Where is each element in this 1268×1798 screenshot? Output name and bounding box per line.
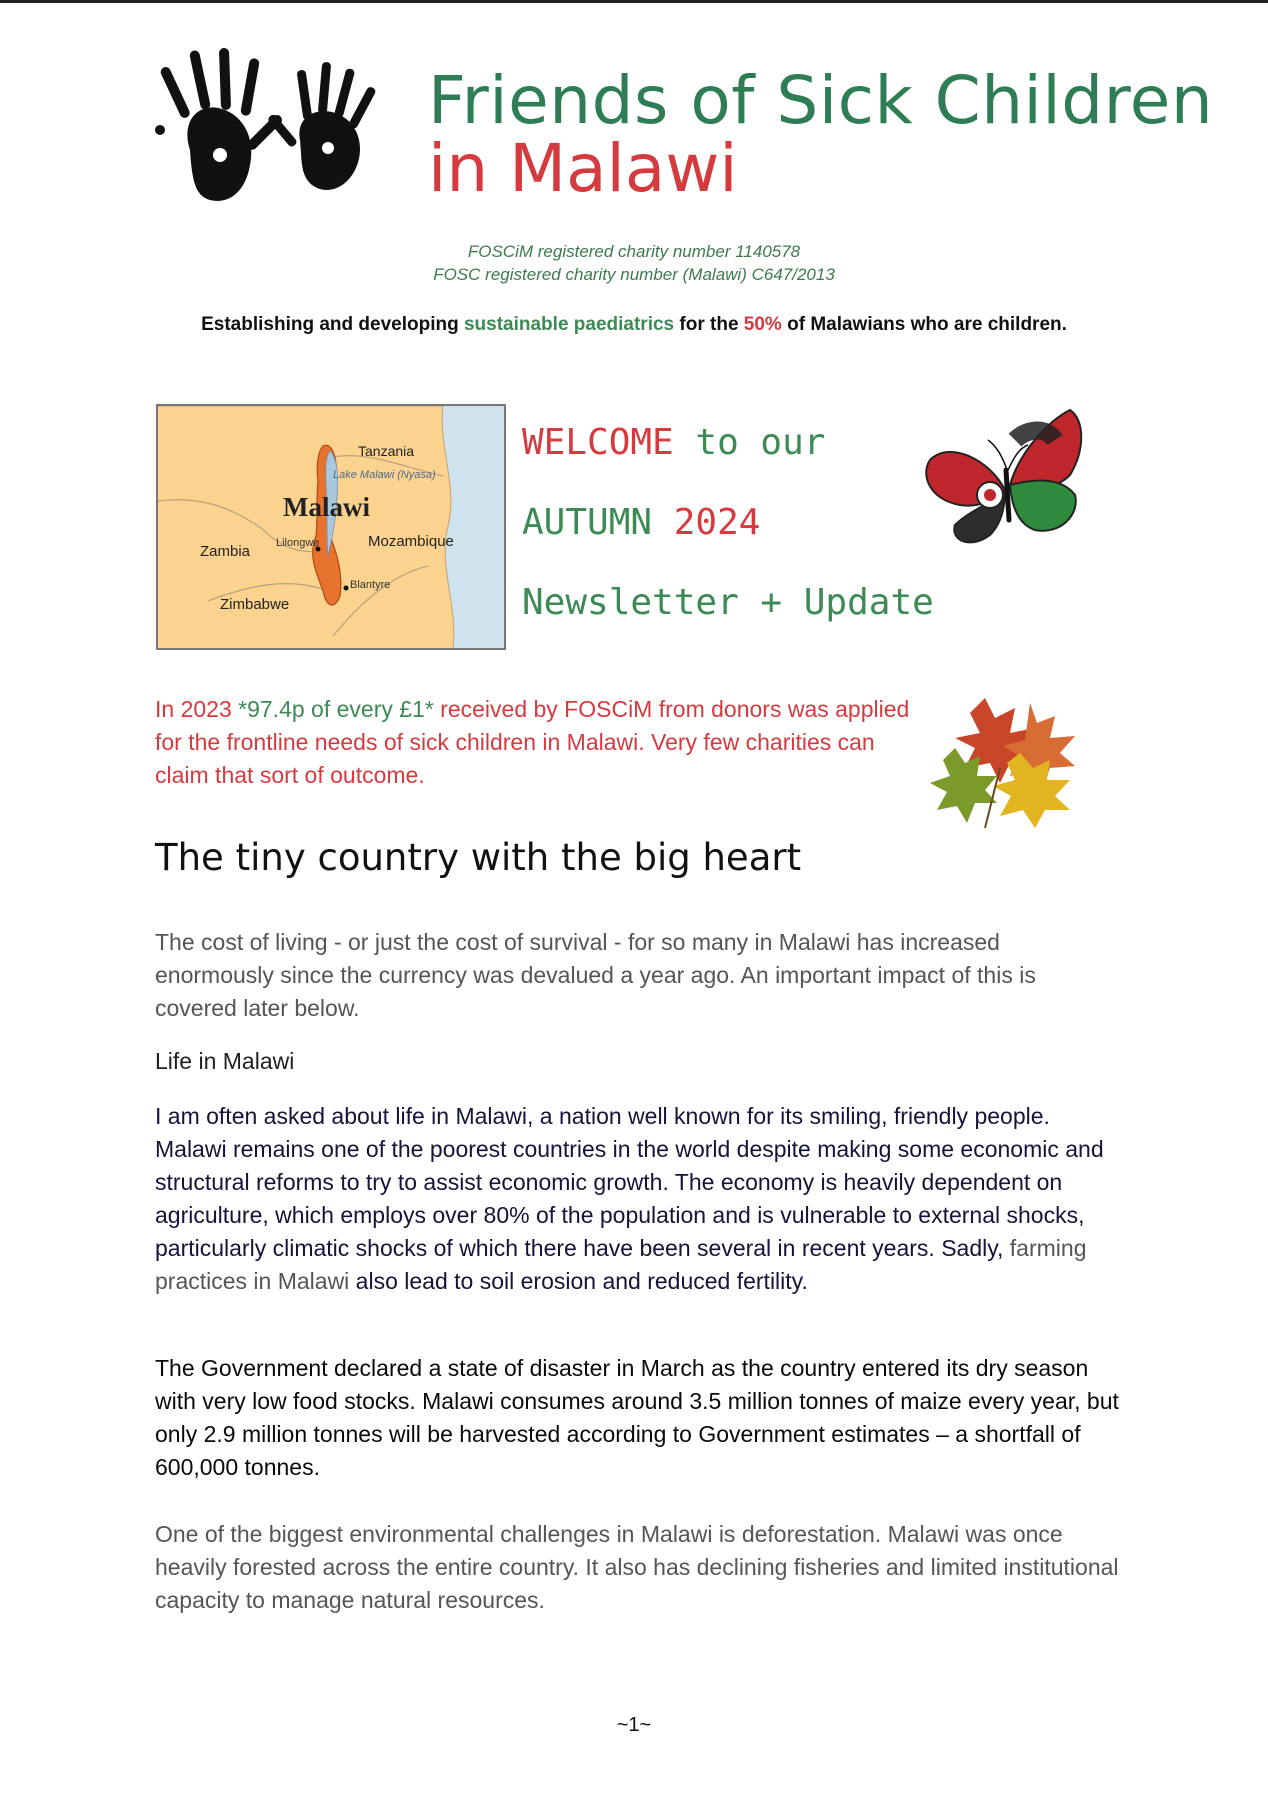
claim-text-1: In 2023 [155,696,239,722]
article-life-paragraph [155,1100,1120,1298]
org-name-line1: Friends of Sick Children [428,62,1214,139]
article-environment-paragraph: One of the biggest environmental challenges in Malawi is deforestation. Malawi was once heavily forested across the entire country. It also has declining fisheries and limited institutional capacity to manage natural resources. [155,1521,1119,1613]
donation-claim [155,693,915,792]
article-heading: The tiny country with the big heart [155,836,802,879]
map-label-tanzania: Tanzania [358,443,415,459]
map-label-zimbabwe: Zimbabwe [220,596,290,613]
map-label-zambia: Zambia [200,543,251,560]
welcome-line-3: Newsletter + Update [522,582,934,623]
mission-text-3: of Malawians who are children. [781,314,1067,335]
welcome-to-our: to our [673,422,826,463]
article-intro: The cost of living - or just the cost of survival - for so many in Malawi has increased enormously since the currency was devalued a year ago. An important impact of this is covered later below. [155,929,1036,1021]
article-disaster-paragraph: The Government declared a state of disaster in March as the country entered its dry season with very low food stocks. Malawi consumes around 3.5 million tonnes of maize every year, but only 2.9 million tonnes will be harvested according to Government estimates – a shortfall of 600,000 tonnes. [155,1355,1119,1480]
welcome-line-1 [522,422,825,463]
butterfly-flag-icon [920,400,1092,568]
mission-highlight-percent: 50% [743,314,782,335]
life-text-2: also lead to soil erosion and reduced fertility. [349,1268,808,1294]
welcome-year: 2024 [673,502,761,543]
map-label-blantyre: Blantyre [350,579,391,591]
claim-amount: *97.4p of every £1* [238,696,434,722]
welcome-word: WELCOME [522,422,674,463]
mission-text-1: Establishing and developing [201,314,464,335]
map-label-lilongwe: Lilongwe [276,537,320,549]
malawi-map [156,404,506,650]
welcome-line-2 [522,502,760,543]
org-name-line2: in Malawi [428,130,738,207]
map-label-lake: Lake Malawi (Nyasa) [333,469,436,481]
page-number: ~1~ [616,1714,652,1736]
article-subheading: Life in Malawi [155,1048,295,1074]
mission-text-2: for the [674,314,744,335]
welcome-season: AUTUMN [522,502,674,543]
charity-number-uk: FOSCiM registered charity number 1140578 [467,242,801,261]
claim-text-2: received by FOSCiM from donors was applied for the frontline needs of sick children in Malawi. Very few charities can claim that sort of outcome. [155,696,910,788]
mission-statement [0,314,1268,336]
page-top-rule [0,0,1268,3]
life-text-1: I am often asked about life in Malawi, a nation well known for its smiling, friendly people. Malawi remains one of the poorest countries in the world despite making some economic and structural reforms to try to assist economic growth. The economy is heavily dependent on agriculture, which employs over 80% of the population and is vulnerable to external shocks, particularly climatic shocks of which there have been several in recent years. Sadly, [155,1103,1104,1261]
charity-number-malawi: FOSC registered charity number (Malawi) C647/2013 [433,265,835,284]
farming-practices-link[interactable]: farming practices in Malawi [155,1235,1087,1294]
map-label-mozambique: Mozambique [368,533,454,550]
handprints-logo-icon [150,40,400,210]
map-label-country: Malawi [283,492,370,522]
mission-highlight-sustainable: sustainable paediatrics [463,314,675,335]
autumn-leaves-icon [925,688,1090,833]
